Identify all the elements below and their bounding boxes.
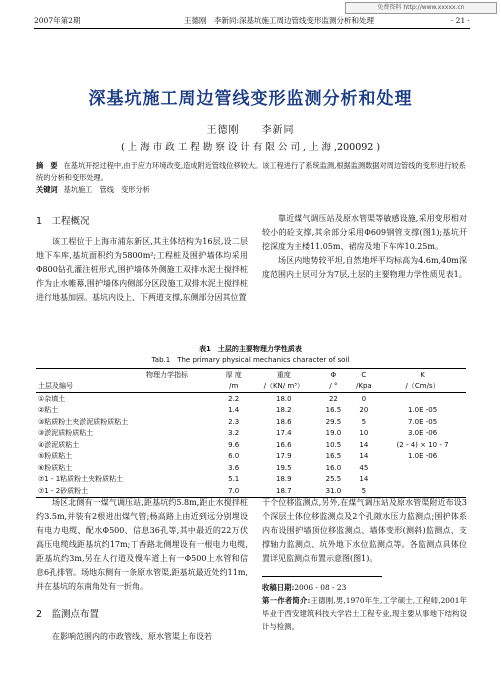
right-column-lower <box>262 496 467 633</box>
right-paragraph-2: 场区内地势较平坦,自然地坪平均标高为4.6m,40m深度范围内土层可分为7层,土层的主要物理力学性质见表1。 <box>262 256 467 279</box>
cell: 29.5 <box>325 417 342 426</box>
received-date <box>262 581 467 594</box>
cell: 6.0 <box>228 452 240 461</box>
cell <box>379 462 466 474</box>
cell: 31.0 <box>325 486 342 495</box>
cell: 5.1 <box>228 475 240 484</box>
bio-label: 第一作者简介: <box>262 596 311 605</box>
bio-text: 王德刚,男,1970年生,工学硕士,工程师,2001年毕业于西安建筑科技大学岩土工程专业,现主要从事地下结构设计与检测。 <box>262 596 467 631</box>
cell: 10.5 <box>325 440 342 449</box>
cell: 1.0E -05 <box>407 406 438 415</box>
cell: 20 <box>359 406 369 415</box>
table-corner-bottom: 土层及编号 <box>38 382 73 391</box>
col-header-permeability: K <box>420 370 425 379</box>
cell: 1.4 <box>228 406 240 415</box>
cell: 14 <box>359 475 369 484</box>
table-row <box>36 428 466 440</box>
pipeline-paragraph: 场区北侧有一煤气调压站,距基坑约5.8m,距止水搅拌桩约3.5m,并装有2根进出煤气管;杨高路上由近到远分别埋设有电力电缆、配水Φ500、信息36孔等,其中最近的22万伏高压电缆线距基坑约17m;丁香路北侧埋设有一根电力电缆,距基坑约3m,另在人行道及慢车道上有一Φ500上水管和信息6孔排管。场地东侧有一条原水管渠,距基坑最近处约11m,并在基坑的东南角处有一折角。 <box>36 498 248 591</box>
affiliation-line: ( 上 海 市 政 工 程 勘 察 设 计 有 限 公 司 , 上 海 ,200092 ) <box>120 142 381 153</box>
abstract-label: 摘 要 <box>36 161 58 170</box>
cell: 3.2 <box>228 429 240 438</box>
table-row <box>36 405 466 417</box>
row-layer: ⑥粉质粘土 <box>38 463 73 472</box>
cell: 2.2 <box>228 394 240 403</box>
author-bio <box>262 594 467 633</box>
header-title: 王德刚 李新同:深基坑施工周边管线变形监测分析和处理 <box>184 16 375 25</box>
table-corner-top: 物理力学指标 <box>146 370 188 379</box>
cell: 10 <box>359 429 369 438</box>
cell: 1.0E -06 <box>407 452 438 461</box>
cell: 3.0E -06 <box>407 429 438 438</box>
cell: 5 <box>361 486 367 495</box>
table-row <box>36 393 466 405</box>
cell: 25.5 <box>325 475 342 484</box>
cell: 17.9 <box>276 452 292 461</box>
cell: 3.6 <box>228 463 240 472</box>
cell: 9.6 <box>228 440 240 449</box>
col-unit-friction-angle: / ° <box>329 382 338 391</box>
cell: 16.5 <box>325 452 342 461</box>
right-column-upper <box>262 212 467 282</box>
footnote-rule <box>262 576 382 577</box>
cell: 18.6 <box>276 417 292 426</box>
col-header-cohesion: C <box>361 370 367 379</box>
received-value: 2006 - 08 - 23 <box>294 583 347 592</box>
cell: 17.4 <box>276 429 292 438</box>
page-number: · 21 · <box>450 16 470 25</box>
row-layer: ④淤泥质粘土 <box>38 440 80 449</box>
row-layer: ⑦1 - 1粘质粉土夹粉质粘土 <box>38 475 124 484</box>
keywords <box>36 185 466 195</box>
row-layer: ⑤粉质粘土 <box>38 452 73 461</box>
cell: 16.6 <box>276 440 292 449</box>
table-row <box>36 439 466 451</box>
monitoring-paragraph: 干个位移监测点,另外,在煤气调压站及原水管渠附近布设3个深层土体位移监测点及2个孔隙水压力监测点;围护体系内布设围护墙顶位移监测点、墙体变形(测斜)监测点、支撑轴力监测点、坑外地下水位监测点等。各监测点具体位置详见监测点布置示意图(图1)。 <box>262 498 467 563</box>
cell: 18.0 <box>276 394 292 403</box>
col-header-thickness: 厚 度 <box>225 370 242 379</box>
cell: 0 <box>361 394 367 403</box>
col-unit-thickness: /m <box>229 382 239 391</box>
cell <box>379 393 466 405</box>
cell: 22 <box>328 394 338 403</box>
author-line: 王德刚 李新同 <box>206 125 295 136</box>
row-layer: ②粘土 <box>38 406 59 415</box>
keywords-text: 基坑施工 管线 变形分析 <box>63 185 150 194</box>
table-row <box>36 462 466 474</box>
row-layer: ①杂填土 <box>38 394 66 403</box>
keywords-label: 关键词 <box>36 185 58 194</box>
cell: 7.0 <box>228 486 240 495</box>
table-row <box>36 416 466 428</box>
table-row <box>36 474 466 486</box>
received-label: 收稿日期: <box>262 583 295 592</box>
col-header-friction-angle: Φ <box>330 370 337 379</box>
cell: 16.0 <box>325 463 342 472</box>
issue-label: 2007年第2期 <box>34 16 81 25</box>
row-layer: ③淤泥质粉质粘土 <box>38 429 94 438</box>
cell: 2.3 <box>228 417 240 426</box>
cell: (2 - 4) × 10 - 7 <box>396 440 449 449</box>
abstract-text: 在基坑开挖过程中,由于应力环境改变,造成附近管线位移较大。该工程进行了系统监测,根据监测数据对周边管线的变形进行较系统的分析和变形处理。 <box>36 161 466 182</box>
cell: 19.0 <box>325 429 342 438</box>
cell: 16.5 <box>325 406 342 415</box>
abstract <box>36 160 466 184</box>
col-unit-permeability: /（Cm/s） <box>405 382 440 391</box>
cell: 18.9 <box>276 475 292 484</box>
section1-paragraph: 该工程位于上海市浦东新区,其主体结构为16层,设二层地下车库,基坑面积约为5800m²;工程桩及围护墙体均采用Φ800钻孔灌注桩形式,围护墙体外侧施工双排水泥土搅拌桩作为止水帷幕,围护墙体内侧部分区段施工双排水泥土搅拌桩进行地基加固。基坑内设上、下两道支撑,东侧部分因其位置 <box>36 237 248 302</box>
section2-heading: 2 监测点布置 <box>36 609 100 620</box>
section1-heading: 1 工程概况 <box>36 216 90 227</box>
paper-title: 深基坑施工周边管线变形监测分析和处理 <box>88 89 413 109</box>
row-layer: ③粘质粉土夹淤泥质粉质粘土 <box>38 417 129 426</box>
cell: 14 <box>359 452 369 461</box>
table-caption-cn: 表1 土层的主要物理力学性质表 <box>199 345 302 353</box>
right-paragraph-1: 靠近煤气调压站及原水管渠等敏感设施,采用变形相对较小的砼支撑,其余部分采用Φ609钢管支撑(图1);基坑开挖深度为主楼11.05m、裙房及地下车库10.25m。 <box>262 214 467 251</box>
cell: 45 <box>359 463 369 472</box>
running-header <box>34 14 470 29</box>
cell: 18.7 <box>276 486 292 495</box>
cell: 18.2 <box>276 406 292 415</box>
col-unit-cohesion: /Kpa <box>356 382 372 391</box>
soil-properties-table <box>36 368 466 498</box>
cell: 14 <box>359 440 369 449</box>
left-column-lower <box>36 496 248 644</box>
cell: 19.5 <box>276 463 292 472</box>
cell <box>379 474 466 486</box>
col-unit-unit-weight: /（KN/ m³） <box>263 382 304 391</box>
table-caption-en: Tab.1 The primary physical mechanics character of soil <box>151 356 350 364</box>
table-row <box>36 451 466 463</box>
watermark-badge: 免费资料 http://www.xxxxx.cn <box>345 2 497 14</box>
row-layer: ⑦1 - 2砂质粉土 <box>38 486 89 495</box>
cell: 7.0E -05 <box>407 417 438 426</box>
col-header-unit-weight: 重度 <box>276 370 291 379</box>
cell: 5 <box>361 417 367 426</box>
left-column-upper <box>36 215 248 305</box>
section2-paragraph: 在影响范围内的市政管线、原水管渠上布设若 <box>52 632 212 641</box>
